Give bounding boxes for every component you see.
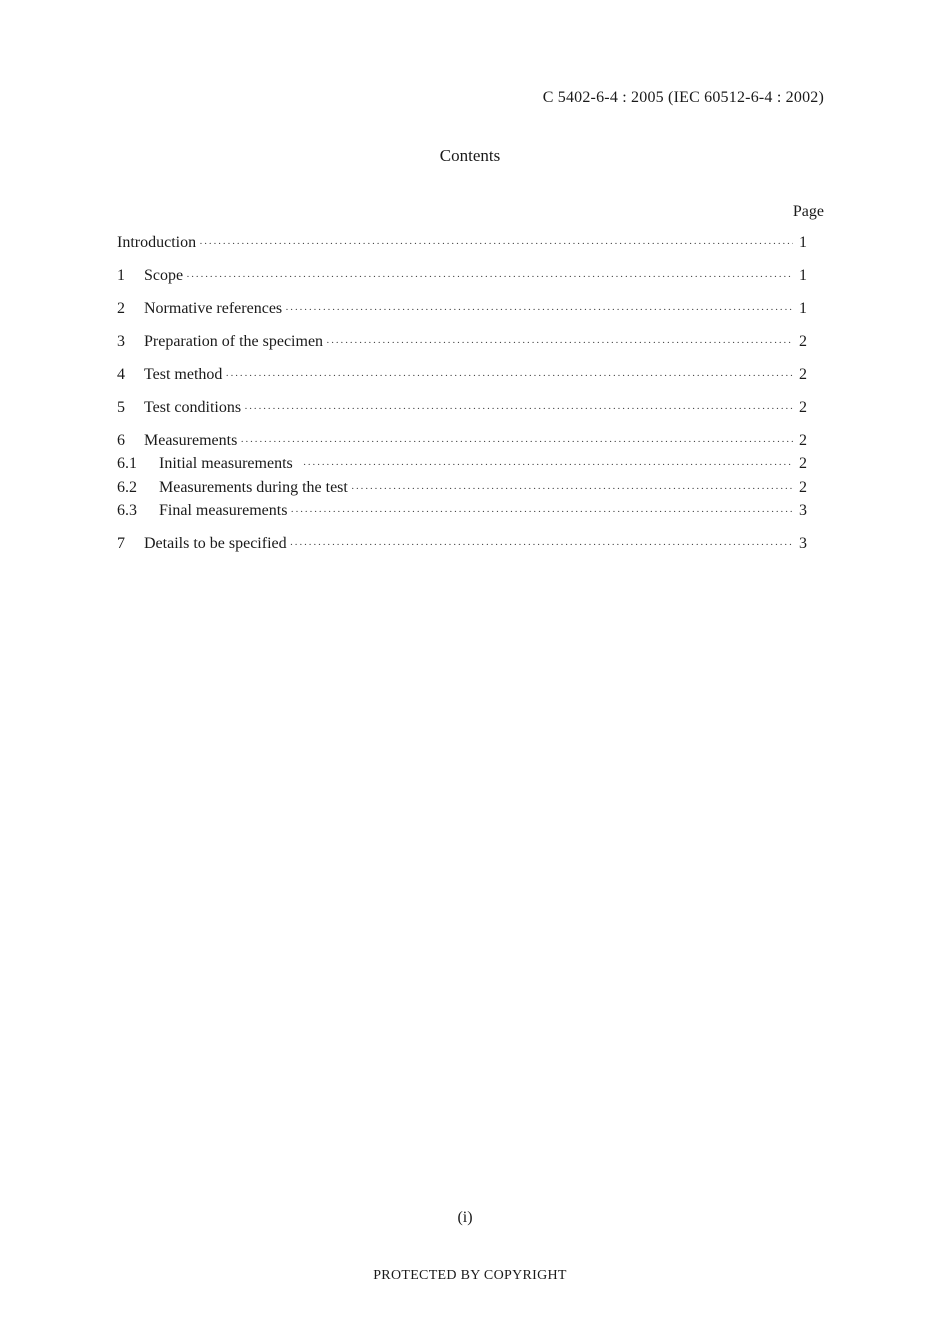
toc-entry-number: 6.2	[117, 479, 137, 496]
dot-leader	[351, 478, 793, 500]
standard-reference: C 5402-6-4 : 2005 (IEC 60512-6-4 : 2002)	[542, 89, 824, 106]
toc-entry-number: 6.1	[117, 455, 137, 472]
toc-entry-title: Final measurements	[159, 502, 288, 519]
page-number: (i)	[457, 1209, 473, 1226]
dot-leader	[244, 398, 793, 420]
toc-entry-measurements[interactable]	[117, 430, 807, 452]
toc-entry-measurements-during-test[interactable]	[117, 477, 807, 499]
toc-entry-page: 2	[799, 366, 807, 383]
toc-entry-number: 4	[117, 366, 125, 383]
dot-leader	[303, 454, 793, 476]
toc-entry-number: 6.3	[117, 502, 137, 519]
toc-entry-page: 1	[799, 300, 807, 317]
toc-entry-scope[interactable]	[117, 265, 807, 287]
toc-entry-title: Measurements	[144, 432, 238, 449]
toc-entry-test-conditions[interactable]	[117, 397, 807, 419]
dot-leader	[240, 431, 793, 453]
toc-entry-number: 7	[117, 535, 125, 552]
toc-entry-preparation[interactable]	[117, 331, 807, 353]
toc-entry-title: Introduction	[117, 234, 197, 251]
toc-entry-number: 3	[117, 333, 125, 350]
toc-entry-page: 3	[799, 535, 807, 552]
contents-title: Contents	[439, 146, 501, 165]
dot-leader	[326, 332, 793, 354]
toc-entry-title: Preparation of the specimen	[144, 333, 324, 350]
toc-entry-title: Scope	[144, 267, 184, 284]
toc-entry-final-measurements[interactable]	[117, 500, 807, 522]
toc-entry-page: 2	[799, 333, 807, 350]
toc-entry-title: Test method	[144, 366, 223, 383]
toc-entry-page: 3	[799, 502, 807, 519]
toc-entry-title: Details to be specified	[144, 535, 287, 552]
toc-entry-details[interactable]	[117, 533, 807, 555]
dot-leader	[199, 233, 793, 255]
dot-leader	[225, 365, 793, 387]
toc-entry-page: 1	[799, 267, 807, 284]
dot-leader	[186, 266, 793, 288]
toc-entry-number: 6	[117, 432, 125, 449]
toc-entry-title: Measurements during the test	[159, 479, 348, 496]
toc-entry-introduction[interactable]	[117, 232, 807, 254]
toc-entry-test-method[interactable]	[117, 364, 807, 386]
toc-entry-page: 2	[799, 479, 807, 496]
page-column-label: Page	[792, 203, 824, 220]
toc-entry-normative-references[interactable]	[117, 298, 807, 320]
dot-leader	[285, 299, 793, 321]
toc-entry-page: 2	[799, 399, 807, 416]
dot-leader	[290, 501, 793, 523]
toc-entry-title: Test conditions	[144, 399, 242, 416]
toc-entry-title: Normative references	[144, 300, 283, 317]
dot-leader	[290, 534, 793, 556]
toc-entry-page: 2	[799, 432, 807, 449]
copyright-notice: PROTECTED BY COPYRIGHT	[373, 1268, 567, 1283]
toc-entry-page: 2	[799, 455, 807, 472]
toc-entry-initial-measurements[interactable]	[117, 453, 807, 475]
toc-entry-title: Initial measurements	[159, 455, 293, 472]
toc-entry-number: 1	[117, 267, 125, 284]
toc-entry-number: 2	[117, 300, 125, 317]
toc-entry-number: 5	[117, 399, 125, 416]
toc-entry-page: 1	[799, 234, 807, 251]
